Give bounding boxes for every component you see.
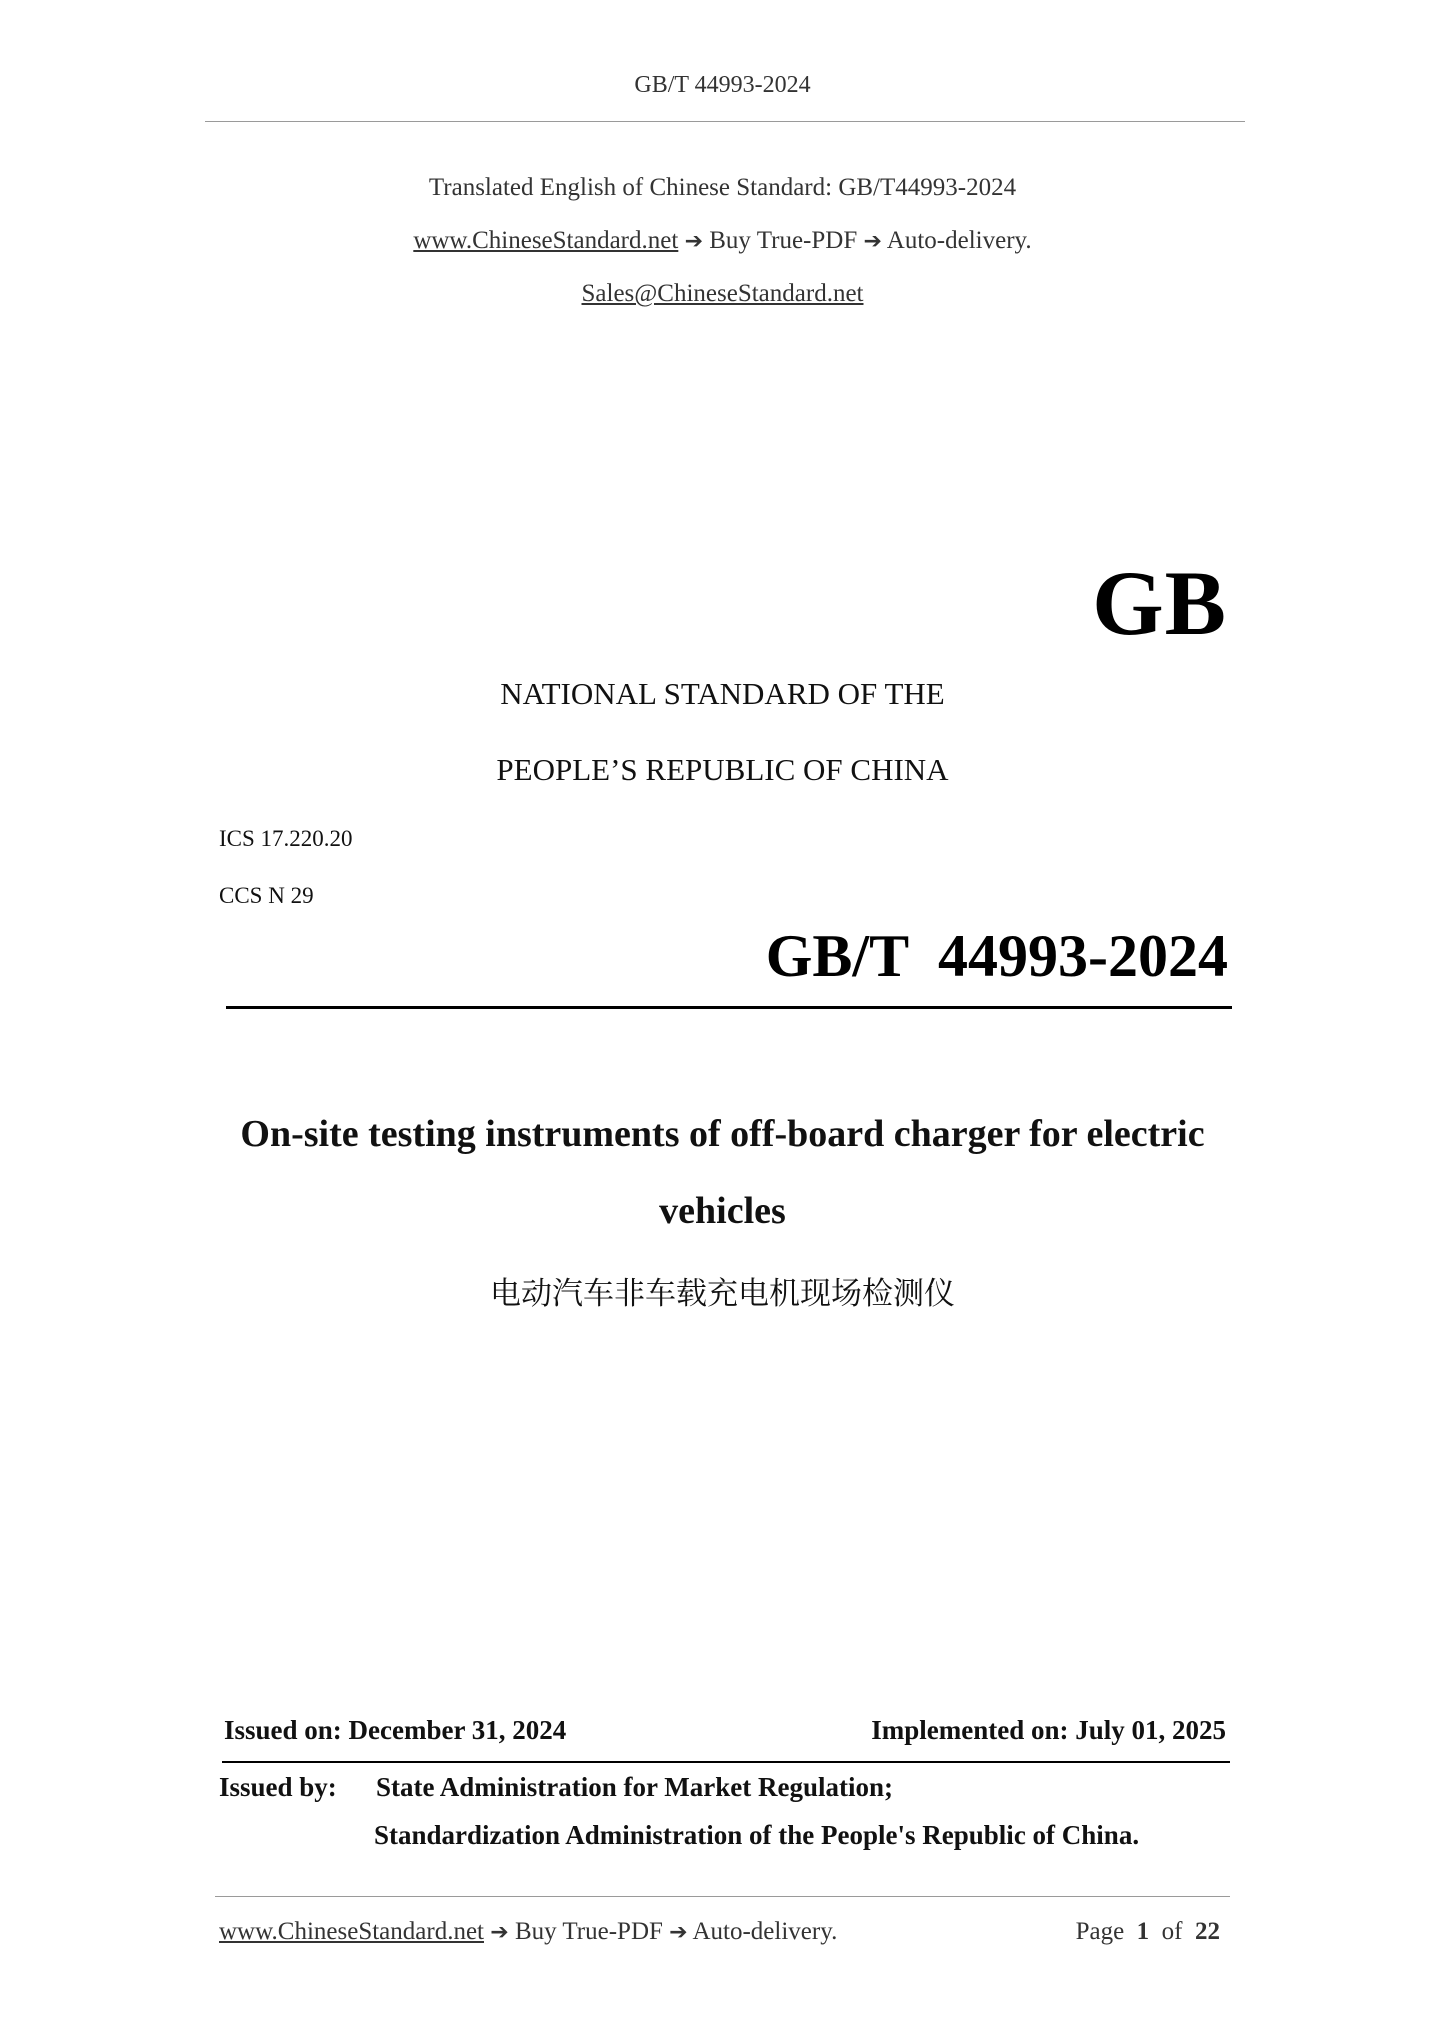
implemented-on: Implemented on: July 01, 2025	[871, 1715, 1226, 1745]
header-divider	[205, 121, 1245, 122]
footer-delivery-text: Auto-delivery.	[692, 1918, 838, 1945]
promo-line	[0, 227, 1445, 255]
standard-number-rule	[226, 1006, 1232, 1009]
sales-email-link[interactable]: Sales@ChineseStandard.net	[581, 280, 864, 307]
ics-code: ICS 17.220.20	[219, 826, 353, 851]
email-line	[0, 280, 1445, 308]
footer-buy-text: Buy True-PDF	[514, 1918, 663, 1945]
buy-pdf-text: Buy True-PDF	[709, 227, 858, 254]
page-of: of	[1161, 1918, 1183, 1945]
right-arrow-icon: ➔	[863, 229, 882, 254]
title-english-line1: On-site testing instruments of off-board charger for electric	[240, 1113, 1205, 1155]
issuer-2: Standardization Administration of the People's Republic of China.	[374, 1820, 1140, 1850]
running-header: GB/T 44993-2024	[634, 72, 811, 98]
translation-notice: Translated English of Chinese Standard: GB/T44993-2024	[428, 174, 1017, 201]
right-arrow-icon: ➔	[684, 229, 703, 254]
title-chinese: 电动汽车非车载充电机现场检测仪	[490, 1276, 955, 1312]
site-link[interactable]: www.ChineseStandard.net	[413, 227, 679, 254]
footer-divider	[215, 1896, 1230, 1897]
gb-mark: GB	[1092, 552, 1227, 654]
issue-rule	[222, 1761, 1230, 1763]
ccs-code: CCS N 29	[219, 883, 314, 908]
right-arrow-icon: ➔	[669, 1920, 688, 1945]
issued-on: Issued on: December 31, 2024	[224, 1715, 567, 1745]
page-label: Page	[1075, 1918, 1125, 1945]
auto-delivery-text: Auto-delivery.	[886, 227, 1032, 254]
right-arrow-icon: ➔	[490, 1920, 509, 1945]
title-english-line2: vehicles	[659, 1190, 786, 1232]
page-total: 22	[1195, 1918, 1220, 1945]
page-indicator	[1076, 1918, 1220, 1946]
issued-by-label: Issued by:	[219, 1772, 337, 1802]
national-standard-line1: NATIONAL STANDARD OF THE	[500, 676, 945, 711]
page-current: 1	[1136, 1918, 1150, 1945]
footer-site-link[interactable]: www.ChineseStandard.net	[219, 1918, 484, 1945]
footer-promo	[219, 1918, 837, 1946]
standard-number: GB/T 44993-2024	[765, 923, 1228, 989]
national-standard-line2: PEOPLE’S REPUBLIC OF CHINA	[496, 752, 949, 787]
issuer-1: State Administration for Market Regulation;	[376, 1772, 893, 1802]
